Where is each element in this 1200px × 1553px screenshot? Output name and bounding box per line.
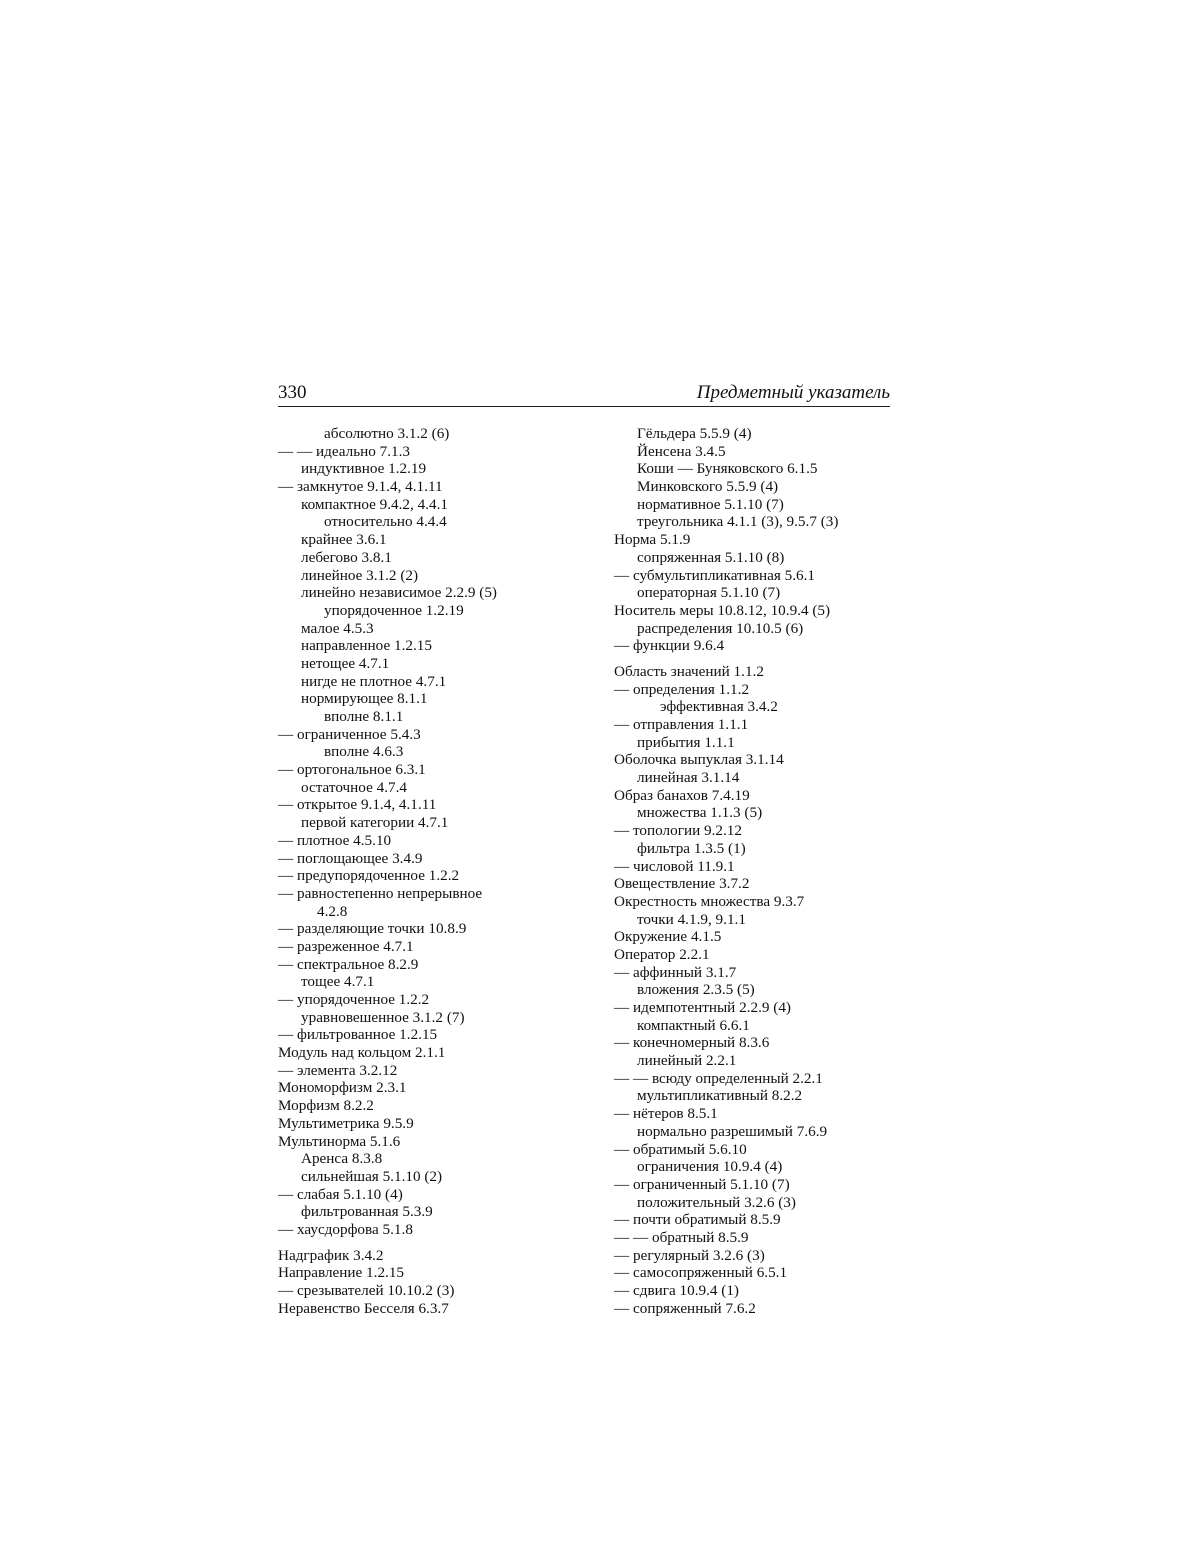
page-number: 330: [278, 382, 307, 403]
entry-group-gap: [278, 1239, 548, 1247]
index-entry: Окружение 4.1.5: [614, 928, 722, 946]
index-entry: — равностепенно непрерывное: [278, 884, 483, 902]
running-title: Предметный указатель: [696, 382, 890, 403]
index-entry: направленное 1.2.15: [301, 637, 432, 655]
index-entry: компактный 6.6.1: [637, 1016, 750, 1034]
index-entry: треугольника 4.1.1 (3), 9.5.7 (3): [637, 513, 839, 531]
index-entry: относительно 4.4.4: [324, 513, 447, 531]
index-entry: — упорядоченное 1.2.2: [278, 991, 430, 1008]
index-entry: Норма 5.1.9: [614, 531, 691, 549]
index-entry: нормально разрешимый 7.6.9: [637, 1122, 828, 1140]
index-entry: лебегово 3.8.1: [301, 548, 392, 566]
index-entry: первой категории 4.7.1: [301, 814, 449, 832]
index-entry: — конечномерный 8.3.6: [614, 1034, 770, 1052]
index-entry: Образ банахов 7.4.19: [614, 786, 750, 804]
index-entry: индуктивное 1.2.19: [301, 460, 427, 478]
index-entry: — — идеально 7.1.3: [278, 442, 411, 460]
index-entry: компактное 9.4.2, 4.4.1: [301, 495, 448, 513]
index-entry: — поглощающее 3.4.9: [278, 849, 423, 867]
index-entry: абсолютно 3.1.2 (6): [324, 425, 450, 442]
index-entry: Минковского 5.5.9 (4): [637, 478, 779, 496]
index-entry: нормирующее 8.1.1: [301, 690, 428, 708]
index-entry: ограничения 10.9.4 (4): [637, 1158, 783, 1176]
index-entry: — разреженное 4.7.1: [278, 937, 414, 955]
index-entry: крайнее 3.6.1: [301, 531, 387, 549]
index-entry: 4.2.8: [317, 902, 348, 920]
index-entry: — хаусдорфова 5.1.8: [278, 1220, 413, 1238]
index-entry: мультипликативный 8.2.2: [637, 1087, 803, 1105]
index-entry: Овеществление 3.7.2: [614, 875, 750, 893]
index-entry: нормативное 5.1.10 (7): [637, 495, 784, 513]
index-entry: — предупорядоченное 1.2.2: [278, 867, 460, 885]
index-entry: — самосопряженный 6.5.1: [614, 1264, 788, 1282]
index-entry: Направление 1.2.15: [278, 1264, 405, 1282]
index-entry: Мультиметрика 9.5.9: [278, 1114, 414, 1132]
index-entry: Йенсена 3.4.5: [637, 442, 726, 460]
page-header: [278, 382, 890, 407]
index-entry: уравновешенное 3.1.2 (7): [301, 1008, 465, 1026]
index-entry: Неравенство Бесселя 6.3.7: [278, 1299, 449, 1317]
index-entry: остаточное 4.7.4: [301, 778, 407, 796]
index-entry: — отправления 1.1.1: [614, 716, 749, 733]
entry-group-gap: [614, 655, 894, 663]
index-entry: вполне 4.6.3: [324, 743, 404, 761]
index-entry: — слабая 5.1.10 (4): [278, 1185, 403, 1203]
index-entry: малое 4.5.3: [301, 619, 374, 637]
index-entry: — — всюду определенный 2.2.1: [614, 1069, 823, 1087]
index-entry: тощее 4.7.1: [301, 973, 375, 991]
index-entry: линейное 3.1.2 (2): [301, 566, 419, 584]
index-entry: — сдвига 10.9.4 (1): [614, 1282, 739, 1299]
index-entry: Мультинорма 5.1.6: [278, 1132, 401, 1150]
index-entry: фильтрованная 5.3.9: [301, 1203, 433, 1221]
index-entry: — фильтрованное 1.2.15: [278, 1026, 438, 1044]
index-entry: — элемента 3.2.12: [278, 1061, 398, 1079]
index-entry: Гёльдера 5.5.9 (4): [637, 425, 752, 442]
index-entry: — аффинный 3.1.7: [614, 963, 737, 981]
index-entry: Морфизм 8.2.2: [278, 1097, 374, 1115]
index-entry: линейный 2.2.1: [637, 1052, 737, 1070]
index-entry: сильнейшая 5.1.10 (2): [301, 1167, 443, 1185]
index-entry: — идемпотентный 2.2.9 (4): [614, 999, 791, 1016]
index-entry: — субмультипликативная 5.6.1: [614, 566, 816, 584]
index-entry: положительный 3.2.6 (3): [637, 1193, 796, 1211]
index-entry: — определения 1.1.2: [614, 680, 750, 698]
index-entry: Модуль над кольцом 2.1.1: [278, 1044, 446, 1062]
index-entry: — ограниченное 5.4.3: [278, 725, 421, 743]
index-entry: эффективная 3.4.2: [660, 698, 778, 716]
index-entry: — плотное 4.5.10: [278, 831, 392, 849]
index-entry: множества 1.1.3 (5): [637, 804, 763, 822]
index-entry: Окрестность множества 9.3.7: [614, 892, 805, 910]
index-entry: нигде не плотное 4.7.1: [301, 672, 447, 690]
index-entry: — числовой 11.9.1: [614, 857, 735, 875]
index-entry: — нётеров 8.5.1: [614, 1105, 718, 1123]
index-entry: фильтра 1.3.5 (1): [637, 839, 746, 857]
index-entry: Надграфик 3.4.2: [278, 1246, 384, 1264]
index-entry: Мономорфизм 2.3.1: [278, 1079, 407, 1097]
index-entry: Носитель меры 10.8.12, 10.9.4 (5): [614, 601, 831, 619]
index-entry: операторная 5.1.10 (7): [637, 584, 781, 602]
index-entry: — — обратный 8.5.9: [614, 1228, 749, 1246]
index-entry: распределения 10.10.5 (6): [637, 619, 804, 637]
index-entry: точки 4.1.9, 9.1.1: [637, 910, 746, 928]
index-entry: нетощее 4.7.1: [301, 654, 390, 672]
index-column-right: [614, 425, 894, 1317]
index-entry: сопряженная 5.1.10 (8): [637, 548, 785, 566]
index-entry: — срезывателей 10.10.2 (3): [278, 1282, 455, 1299]
index-entry: — спектральное 8.2.9: [278, 955, 419, 973]
index-entry: линейная 3.1.14: [637, 769, 740, 787]
index-entry: — топологии 9.2.12: [614, 822, 742, 840]
index-entry: — сопряженный 7.6.2: [614, 1299, 756, 1317]
index-entry: Область значений 1.1.2: [614, 662, 764, 680]
index-entry: — замкнутое 9.1.4, 4.1.11: [278, 478, 443, 496]
index-entry: — регулярный 3.2.6 (3): [614, 1246, 765, 1264]
index-entry: — почти обратимый 8.5.9: [614, 1211, 781, 1229]
index-entry: — обратимый 5.6.10: [614, 1140, 747, 1158]
index-entry: линейно независимое 2.2.9 (5): [301, 584, 497, 602]
index-entry: упорядоченное 1.2.19: [324, 601, 464, 619]
index-entry: Оператор 2.2.1: [614, 945, 710, 963]
index-entry: Коши — Буняковского 6.1.5: [637, 460, 818, 478]
index-entry: прибытия 1.1.1: [637, 733, 735, 751]
index-entry: — открытое 9.1.4, 4.1.11: [278, 796, 437, 814]
index-entry: вложения 2.3.5 (5): [637, 981, 755, 999]
index-entry: Аренса 8.3.8: [301, 1150, 383, 1168]
index-entry: — ограниченный 5.1.10 (7): [614, 1175, 790, 1193]
index-entry: — ортогональное 6.3.1: [278, 761, 426, 779]
index-entry: Оболочка выпуклая 3.1.14: [614, 751, 784, 769]
index-column-left: [278, 425, 548, 1317]
index-entry: — разделяющие точки 10.8.9: [278, 920, 467, 938]
index-entry: — функции 9.6.4: [614, 637, 725, 655]
index-entry: вполне 8.1.1: [324, 708, 404, 725]
